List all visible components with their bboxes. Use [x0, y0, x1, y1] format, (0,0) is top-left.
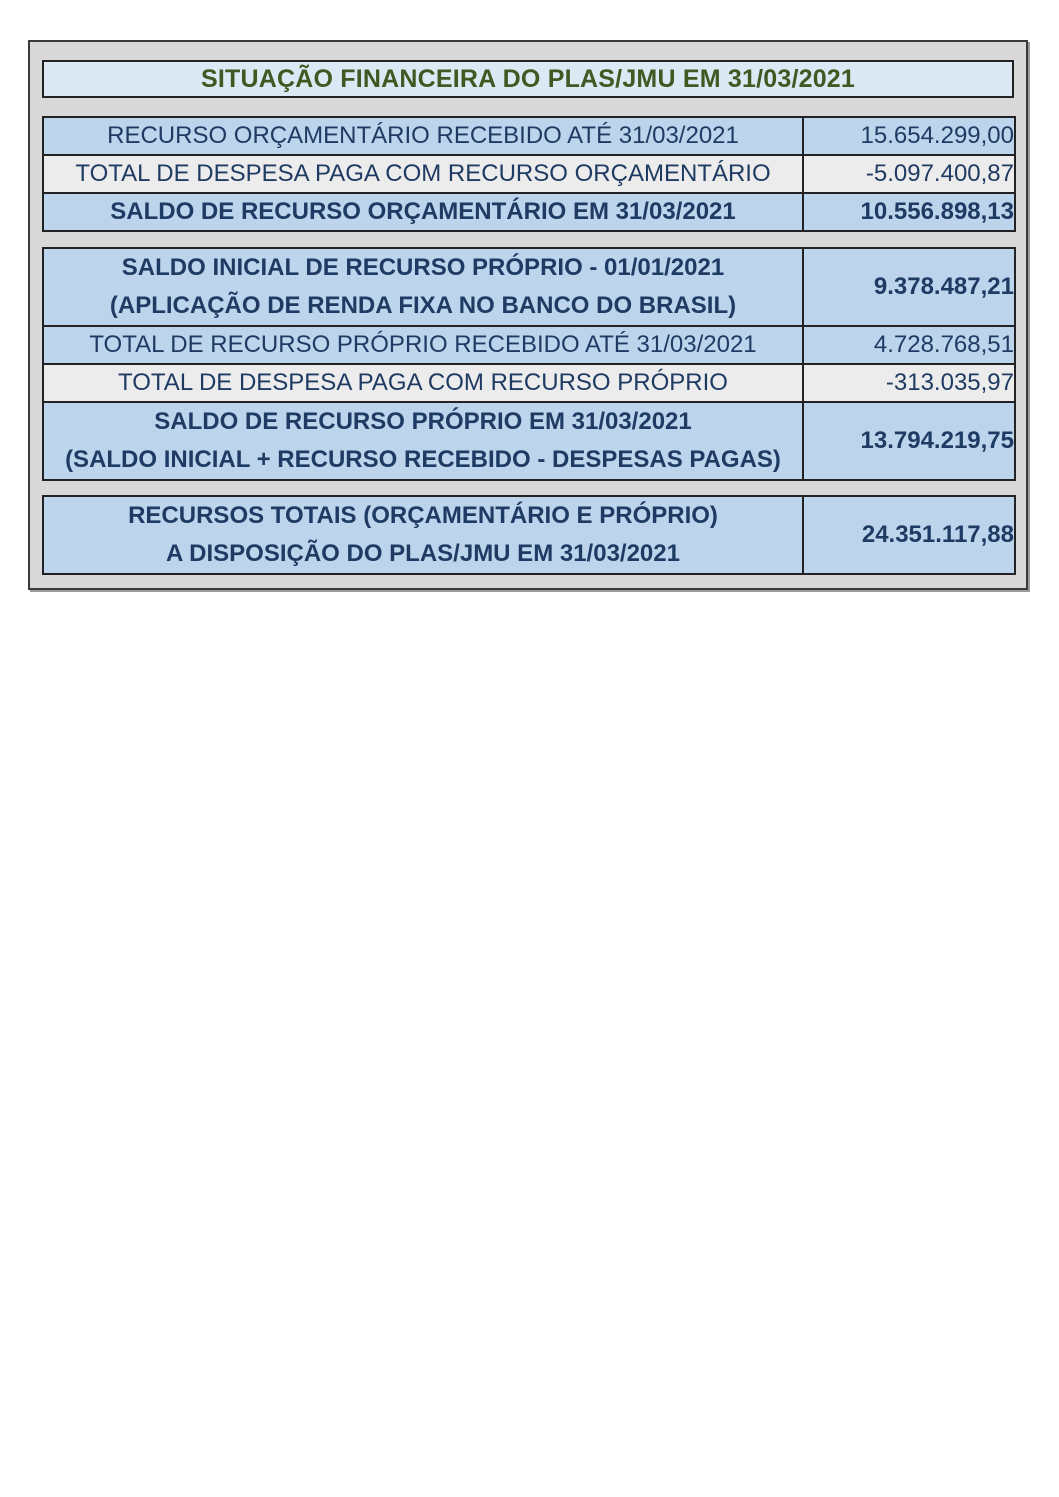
budget-received-value: 15.654.299,00 [803, 117, 1015, 155]
budget-balance-label: SALDO DE RECURSO ORÇAMENTÁRIO EM 31/03/2021 [43, 193, 803, 231]
budget-resources-table [42, 116, 1016, 232]
report-title: SITUAÇÃO FINANCEIRA DO PLAS/JMU EM 31/03/2021 [42, 60, 1014, 98]
own-initial-balance-label [43, 248, 803, 326]
own-received-value: 4.728.768,51 [803, 326, 1015, 364]
table-row [43, 155, 1015, 193]
own-initial-balance-value: 9.378.487,21 [803, 248, 1015, 326]
own-balance-value: 13.794.219,75 [803, 402, 1015, 480]
own-received-label: TOTAL DE RECURSO PRÓPRIO RECEBIDO ATÉ 31/03/2021 [43, 326, 803, 364]
budget-balance-value: 10.556.898,13 [803, 193, 1015, 231]
own-balance-label [43, 402, 803, 480]
table-row [43, 248, 1015, 326]
table-row [43, 326, 1015, 364]
own-resources-table [42, 247, 1016, 481]
own-initial-balance-line1: SALDO INICIAL DE RECURSO PRÓPRIO - 01/01/2021 [121, 254, 725, 281]
budget-received-label: RECURSO ORÇAMENTÁRIO RECEBIDO ATÉ 31/03/2021 [43, 117, 803, 155]
table-row [43, 402, 1015, 480]
table-row [43, 496, 1015, 574]
total-resources-line1: RECURSOS TOTAIS (ORÇAMENTÁRIO E PRÓPRIO) [128, 502, 718, 529]
own-expenses-value: -313.035,97 [803, 364, 1015, 402]
total-resources-table [42, 495, 1016, 575]
total-resources-label [43, 496, 803, 574]
own-expenses-label: TOTAL DE DESPESA PAGA COM RECURSO PRÓPRIO [43, 364, 803, 402]
own-initial-balance-line2: (APLICAÇÃO DE RENDA FIXA NO BANCO DO BRASIL) [109, 292, 737, 319]
table-row [43, 193, 1015, 231]
budget-expenses-label: TOTAL DE DESPESA PAGA COM RECURSO ORÇAMENTÁRIO [43, 155, 803, 193]
table-row [43, 117, 1015, 155]
total-resources-value: 24.351.117,88 [803, 496, 1015, 574]
own-balance-line1: SALDO DE RECURSO PRÓPRIO EM 31/03/2021 [154, 408, 692, 435]
financial-summary-frame [28, 40, 1028, 590]
table-row [43, 364, 1015, 402]
total-resources-line2: A DISPOSIÇÃO DO PLAS/JMU EM 31/03/2021 [166, 540, 680, 567]
own-balance-line2: (SALDO INICIAL + RECURSO RECEBIDO - DESPESAS PAGAS) [65, 446, 781, 473]
budget-expenses-value: -5.097.400,87 [803, 155, 1015, 193]
